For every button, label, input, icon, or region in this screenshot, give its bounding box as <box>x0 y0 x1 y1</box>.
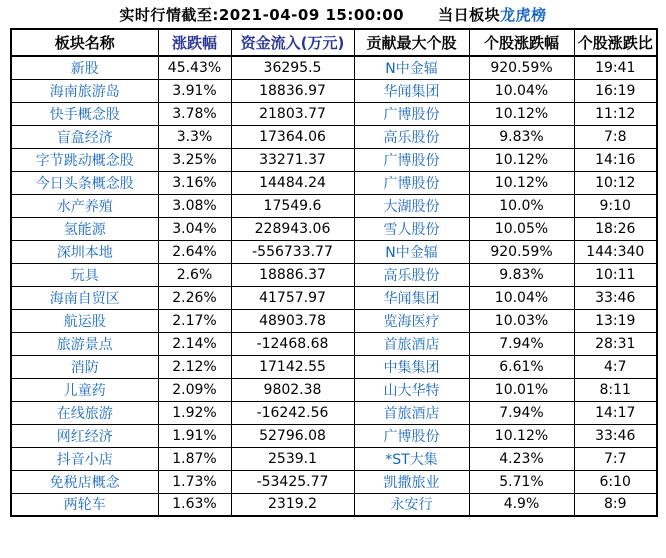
stock-name-cell[interactable]: 览海医疗 <box>354 309 469 332</box>
stock-change-cell: 4.23% <box>469 447 574 470</box>
table-header-row <box>11 29 657 56</box>
table-row <box>11 217 657 240</box>
ratio-cell: 14:16 <box>574 148 657 171</box>
sector-name-cell[interactable]: 深圳本地 <box>11 240 158 263</box>
stock-change-cell: 10.05% <box>469 217 574 240</box>
stock-change-cell: 10.04% <box>469 79 574 102</box>
table-row <box>11 424 657 447</box>
stock-change-cell: 10.12% <box>469 102 574 125</box>
capital-flow-cell: 17364.06 <box>231 125 354 148</box>
sector-name-cell[interactable]: 海南旅游岛 <box>11 79 158 102</box>
sector-leaderboard-table <box>10 28 658 517</box>
change-pct-cell: 1.73% <box>158 470 231 493</box>
change-pct-cell: 2.64% <box>158 240 231 263</box>
stock-change-cell: 10.12% <box>469 148 574 171</box>
ratio-cell: 19:41 <box>574 56 657 79</box>
header-stock-ratio: 个股涨跌比 <box>574 29 657 56</box>
ratio-cell: 4:7 <box>574 355 657 378</box>
ratio-cell: 10:11 <box>574 263 657 286</box>
table-row <box>11 194 657 217</box>
stock-change-cell: 10.01% <box>469 378 574 401</box>
stock-change-cell: 10.03% <box>469 309 574 332</box>
change-pct-cell: 2.17% <box>158 309 231 332</box>
change-pct-cell: 2.14% <box>158 332 231 355</box>
table-row <box>11 332 657 355</box>
capital-flow-cell: -53425.77 <box>231 470 354 493</box>
sector-name-cell[interactable]: 玩具 <box>11 263 158 286</box>
capital-flow-cell: 17549.6 <box>231 194 354 217</box>
stock-change-cell: 5.71% <box>469 470 574 493</box>
timestamp-label: 实时行情截至:2021-04-09 15:00:00 <box>119 5 405 24</box>
capital-flow-cell: -556733.77 <box>231 240 354 263</box>
sector-name-cell[interactable]: 旅游景点 <box>11 332 158 355</box>
table-row <box>11 125 657 148</box>
title-bar <box>0 0 666 28</box>
table-row <box>11 286 657 309</box>
sector-name-cell[interactable]: 今日头条概念股 <box>11 171 158 194</box>
header-stock-change-pct: 个股涨跌幅 <box>469 29 574 56</box>
table-row <box>11 56 657 79</box>
stock-name-cell[interactable]: 山大华特 <box>354 378 469 401</box>
change-pct-cell: 2.09% <box>158 378 231 401</box>
change-pct-cell: 3.04% <box>158 217 231 240</box>
sector-name-cell[interactable]: 消防 <box>11 355 158 378</box>
change-pct-cell: 3.25% <box>158 148 231 171</box>
sector-name-cell[interactable]: 两轮车 <box>11 493 158 516</box>
ratio-cell: 9:10 <box>574 194 657 217</box>
stock-name-cell[interactable]: 雪人股份 <box>354 217 469 240</box>
stock-name-cell[interactable]: 广博股份 <box>354 424 469 447</box>
table-row <box>11 79 657 102</box>
header-top-stock: 贡献最大个股 <box>354 29 469 56</box>
sector-name-cell[interactable]: 免税店概念 <box>11 470 158 493</box>
stock-name-cell[interactable]: 首旅酒店 <box>354 401 469 424</box>
capital-flow-cell: 33271.37 <box>231 148 354 171</box>
table-row <box>11 447 657 470</box>
ratio-cell: 8:9 <box>574 493 657 516</box>
capital-flow-cell: 2539.1 <box>231 447 354 470</box>
capital-flow-cell: 21803.77 <box>231 102 354 125</box>
table-row <box>11 240 657 263</box>
capital-flow-cell: 18836.97 <box>231 79 354 102</box>
change-pct-cell: 1.63% <box>158 493 231 516</box>
stock-name-cell[interactable]: 华闻集团 <box>354 286 469 309</box>
table-row <box>11 148 657 171</box>
change-pct-cell: 1.87% <box>158 447 231 470</box>
table-row <box>11 355 657 378</box>
change-pct-cell: 2.12% <box>158 355 231 378</box>
stock-name-cell[interactable]: 中集集团 <box>354 355 469 378</box>
stock-change-cell: 920.59% <box>469 240 574 263</box>
stock-name-cell[interactable]: 华闻集团 <box>354 79 469 102</box>
ratio-cell: 7:7 <box>574 447 657 470</box>
change-pct-cell: 3.08% <box>158 194 231 217</box>
stock-change-cell: 9.83% <box>469 263 574 286</box>
ratio-cell: 33:46 <box>574 424 657 447</box>
stock-name-cell[interactable]: 广博股份 <box>354 148 469 171</box>
stock-name-cell[interactable]: N中金辐 <box>354 240 469 263</box>
stock-change-cell: 10.12% <box>469 424 574 447</box>
ratio-cell: 8:11 <box>574 378 657 401</box>
table-row <box>11 263 657 286</box>
table-row <box>11 102 657 125</box>
stock-name-cell[interactable]: *ST大集 <box>354 447 469 470</box>
capital-flow-cell: 41757.97 <box>231 286 354 309</box>
sector-name-cell[interactable]: 氢能源 <box>11 217 158 240</box>
change-pct-cell: 1.92% <box>158 401 231 424</box>
table-row <box>11 401 657 424</box>
stock-change-cell: 9.83% <box>469 125 574 148</box>
stock-name-cell[interactable]: 广博股份 <box>354 102 469 125</box>
ratio-cell: 16:19 <box>574 79 657 102</box>
ratio-cell: 11:12 <box>574 102 657 125</box>
capital-flow-cell: 17142.55 <box>231 355 354 378</box>
sector-name-cell[interactable]: 网红经济 <box>11 424 158 447</box>
table-row <box>11 470 657 493</box>
capital-flow-cell: 18886.37 <box>231 263 354 286</box>
stock-name-cell[interactable]: 高乐股份 <box>354 125 469 148</box>
capital-flow-cell: 52796.08 <box>231 424 354 447</box>
change-pct-cell: 3.16% <box>158 171 231 194</box>
ratio-cell: 7:8 <box>574 125 657 148</box>
stock-change-cell: 920.59% <box>469 56 574 79</box>
change-pct-cell: 45.43% <box>158 56 231 79</box>
stock-change-cell: 6.61% <box>469 355 574 378</box>
stock-name-cell[interactable]: 高乐股份 <box>354 263 469 286</box>
sector-name-cell[interactable]: 字节跳动概念股 <box>11 148 158 171</box>
stock-name-cell[interactable]: N中金辐 <box>354 56 469 79</box>
table-row <box>11 493 657 516</box>
capital-flow-cell: 228943.06 <box>231 217 354 240</box>
stock-change-cell: 10.04% <box>469 286 574 309</box>
table-row <box>11 378 657 401</box>
header-sector-name: 板块名称 <box>11 29 158 56</box>
capital-flow-cell: 2319.2 <box>231 493 354 516</box>
table-row <box>11 171 657 194</box>
stock-name-cell[interactable]: 大湖股份 <box>354 194 469 217</box>
change-pct-cell: 3.3% <box>158 125 231 148</box>
dragon-tiger-link[interactable]: 龙虎榜 <box>500 5 547 24</box>
capital-flow-cell: 9802.38 <box>231 378 354 401</box>
ratio-cell: 144:340 <box>574 240 657 263</box>
sector-name-cell[interactable]: 儿童药 <box>11 378 158 401</box>
ratio-cell: 14:17 <box>574 401 657 424</box>
change-pct-cell: 1.91% <box>158 424 231 447</box>
stock-change-cell: 7.94% <box>469 401 574 424</box>
sector-name-cell[interactable]: 新股 <box>11 56 158 79</box>
sector-name-cell[interactable]: 水产养殖 <box>11 194 158 217</box>
capital-flow-cell: 48903.78 <box>231 309 354 332</box>
sector-name-cell[interactable]: 在线旅游 <box>11 401 158 424</box>
ratio-cell: 13:19 <box>574 309 657 332</box>
sector-name-cell[interactable]: 盲盒经济 <box>11 125 158 148</box>
capital-flow-cell: 36295.5 <box>231 56 354 79</box>
stock-change-cell: 4.9% <box>469 493 574 516</box>
capital-flow-cell: 14484.24 <box>231 171 354 194</box>
sector-name-cell[interactable]: 快手概念股 <box>11 102 158 125</box>
stock-change-cell: 7.94% <box>469 332 574 355</box>
capital-flow-cell: -16242.56 <box>231 401 354 424</box>
header-capital-inflow: 资金流入(万元) <box>231 29 354 56</box>
stock-name-cell[interactable]: 首旅酒店 <box>354 332 469 355</box>
change-pct-cell: 2.6% <box>158 263 231 286</box>
ratio-cell: 28:31 <box>574 332 657 355</box>
sector-name-cell[interactable]: 抖音小店 <box>11 447 158 470</box>
sector-name-cell[interactable]: 海南自贸区 <box>11 286 158 309</box>
ratio-cell: 18:26 <box>574 217 657 240</box>
ratio-cell: 10:12 <box>574 171 657 194</box>
ratio-cell: 6:10 <box>574 470 657 493</box>
board-label: 当日板块 <box>438 5 501 24</box>
sector-name-cell[interactable]: 航运股 <box>11 309 158 332</box>
stock-name-cell[interactable]: 永安行 <box>354 493 469 516</box>
table-row <box>11 309 657 332</box>
stock-change-cell: 10.12% <box>469 171 574 194</box>
stock-name-cell[interactable]: 凯撒旅业 <box>354 470 469 493</box>
stock-name-cell[interactable]: 广博股份 <box>354 171 469 194</box>
capital-flow-cell: -12468.68 <box>231 332 354 355</box>
change-pct-cell: 3.91% <box>158 79 231 102</box>
stock-change-cell: 10.0% <box>469 194 574 217</box>
change-pct-cell: 3.78% <box>158 102 231 125</box>
change-pct-cell: 2.26% <box>158 286 231 309</box>
header-change-pct: 涨跌幅 <box>158 29 231 56</box>
ratio-cell: 33:46 <box>574 286 657 309</box>
